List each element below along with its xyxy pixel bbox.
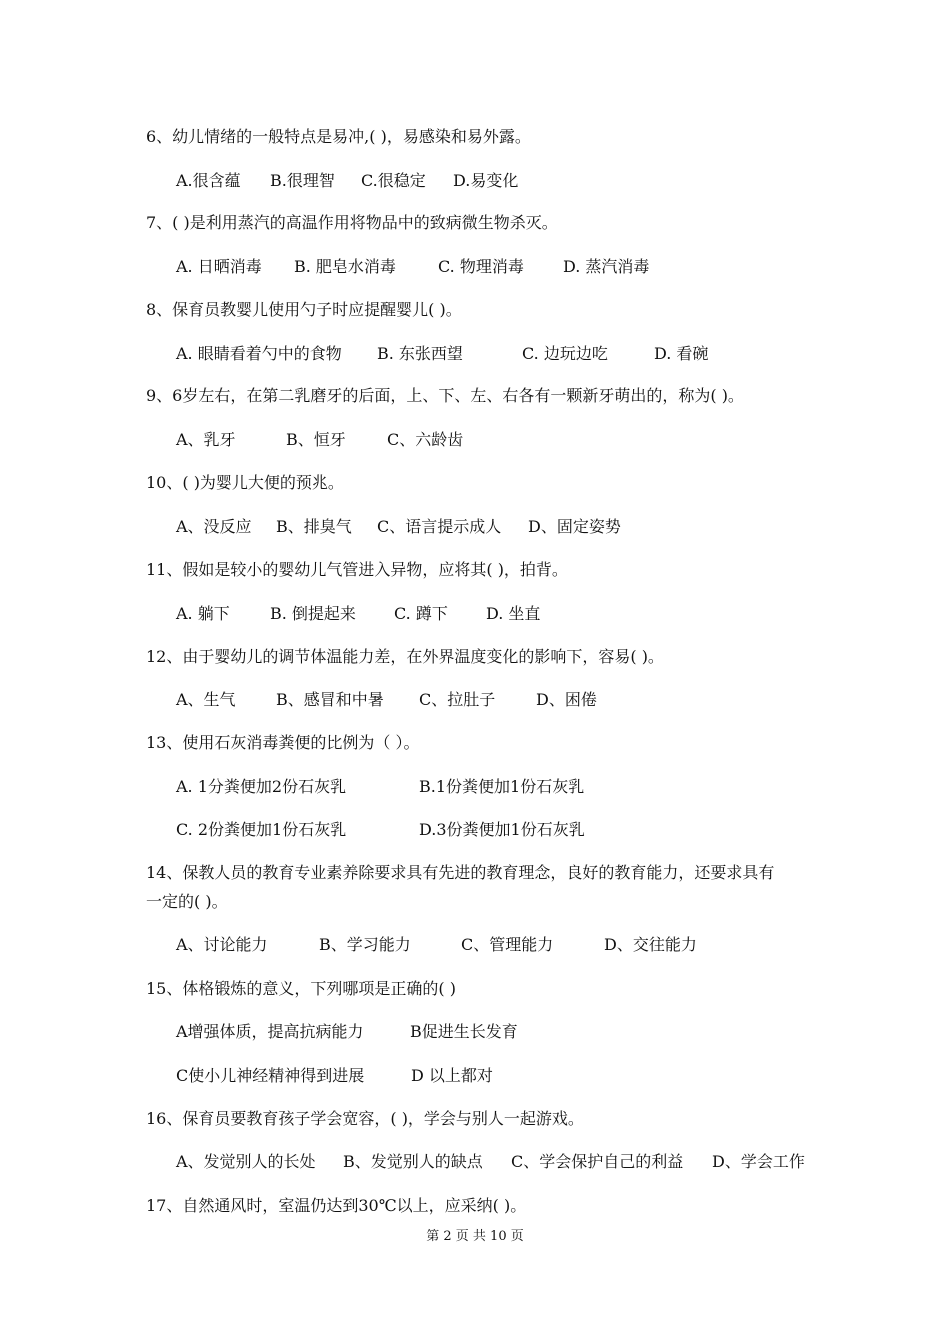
option-d: D. 坐直 <box>486 604 541 623</box>
question-6-stem: 6、幼儿情绪的一般特点是易冲,( )，易感染和易外露。 <box>146 127 531 146</box>
option-c: C.很稳定 <box>361 171 426 190</box>
option-a: A、生气 <box>176 690 236 709</box>
question-12-options <box>176 690 876 710</box>
question-14-stem-line1: 14、保教人员的教育专业素养除要求具有先进的教育理念，良好的教育能力，还要求具有 <box>146 863 775 882</box>
question-15-stem: 15、体格锻炼的意义，下列哪项是正确的( ) <box>146 979 456 998</box>
option-b: B、排臭气 <box>276 517 352 536</box>
question-9-stem: 9、6岁左右，在第二乳磨牙的后面，上、下、左、右各有一颗新牙萌出的，称为( )。 <box>146 386 744 405</box>
question-9-options <box>176 430 876 450</box>
option-b: B. 肥皂水消毒 <box>294 257 396 276</box>
option-d: D.易变化 <box>453 171 519 190</box>
option-c: C、语言提示成人 <box>377 517 502 536</box>
question-16-options <box>176 1152 876 1172</box>
option-d: D、困倦 <box>536 690 597 709</box>
option-d: D、学会工作 <box>712 1152 805 1171</box>
question-15-options-row1 <box>176 1022 876 1042</box>
option-b: B、学习能力 <box>319 935 411 954</box>
option-b: B、恒牙 <box>286 430 346 449</box>
option-c: C、拉肚子 <box>419 690 496 709</box>
option-a: A. 躺下 <box>176 604 230 623</box>
question-10-stem: 10、( )为婴儿大便的预兆。 <box>146 473 344 492</box>
question-7-stem: 7、( )是利用蒸汽的高温作用将物品中的致病微生物杀灭。 <box>146 213 558 232</box>
option-b: B.很理智 <box>270 171 335 190</box>
option-a: A. 眼睛看着勺中的食物 <box>176 344 342 363</box>
question-15-options-row2 <box>176 1066 876 1086</box>
question-13-options-row1 <box>176 777 876 797</box>
option-b: B促进生长发育 <box>410 1022 518 1041</box>
option-a: A、发觉别人的长处 <box>176 1152 316 1171</box>
option-a: A. 1分粪便加2份石灰乳 <box>176 777 347 796</box>
option-d: D 以上都对 <box>411 1066 493 1085</box>
option-b: B. 东张西望 <box>377 344 463 363</box>
question-10-options <box>176 517 876 537</box>
option-d: D、交往能力 <box>604 935 697 954</box>
question-13-options-row2 <box>176 820 876 840</box>
option-d: D. 看碗 <box>654 344 709 363</box>
question-8-stem: 8、保育员教婴儿使用勺子时应提醒婴儿( )。 <box>146 300 462 319</box>
option-d: D、固定姿势 <box>528 517 621 536</box>
option-d: D. 蒸汽消毒 <box>563 257 650 276</box>
question-11-stem: 11、假如是较小的婴幼儿气管进入异物，应将其( )，拍背。 <box>146 560 568 579</box>
option-a: A增强体质，提高抗病能力 <box>176 1022 364 1041</box>
option-c: C、学会保护自己的利益 <box>511 1152 684 1171</box>
question-13-stem: 13、使用石灰消毒粪便的比例为（ ）。 <box>146 733 420 752</box>
question-16-stem: 16、保育员要教育孩子学会宽容，( )，学会与别人一起游戏。 <box>146 1109 584 1128</box>
question-14-options <box>176 935 876 955</box>
option-c: C使小儿神经精神得到进展 <box>176 1066 365 1085</box>
question-11-options <box>176 604 876 624</box>
option-b: B.1份粪便加1份石灰乳 <box>419 777 585 796</box>
option-b: B. 倒提起来 <box>270 604 356 623</box>
option-c: C. 物理消毒 <box>438 257 524 276</box>
question-6-options <box>176 171 876 191</box>
page-number-footer: 第 2 页 共 10 页 <box>426 1229 524 1244</box>
option-a: A、乳牙 <box>176 430 236 449</box>
option-c: C、六龄齿 <box>387 430 464 449</box>
question-12-stem: 12、由于婴幼儿的调节体温能力差，在外界温度变化的影响下，容易( )。 <box>146 647 664 666</box>
option-a: A.很含蕴 <box>176 171 241 190</box>
option-b: B、发觉别人的缺点 <box>343 1152 483 1171</box>
option-c: C. 边玩边吃 <box>522 344 608 363</box>
question-7-options <box>176 257 876 277</box>
option-d: D.3份粪便加1份石灰乳 <box>419 820 585 839</box>
option-c: C. 2份粪便加1份石灰乳 <box>176 820 347 839</box>
option-c: C. 蹲下 <box>394 604 448 623</box>
option-c: C、管理能力 <box>461 935 554 954</box>
option-a: A. 日晒消毒 <box>176 257 262 276</box>
option-b: B、感冒和中暑 <box>276 690 384 709</box>
question-17-stem: 17、自然通风时，室温仍达到30℃以上，应采纳( )。 <box>146 1196 527 1215</box>
option-a: A、讨论能力 <box>176 935 268 954</box>
question-14-stem-line2: 一定的( )。 <box>146 892 228 911</box>
option-a: A、没反应 <box>176 517 252 536</box>
question-8-options <box>176 344 876 364</box>
